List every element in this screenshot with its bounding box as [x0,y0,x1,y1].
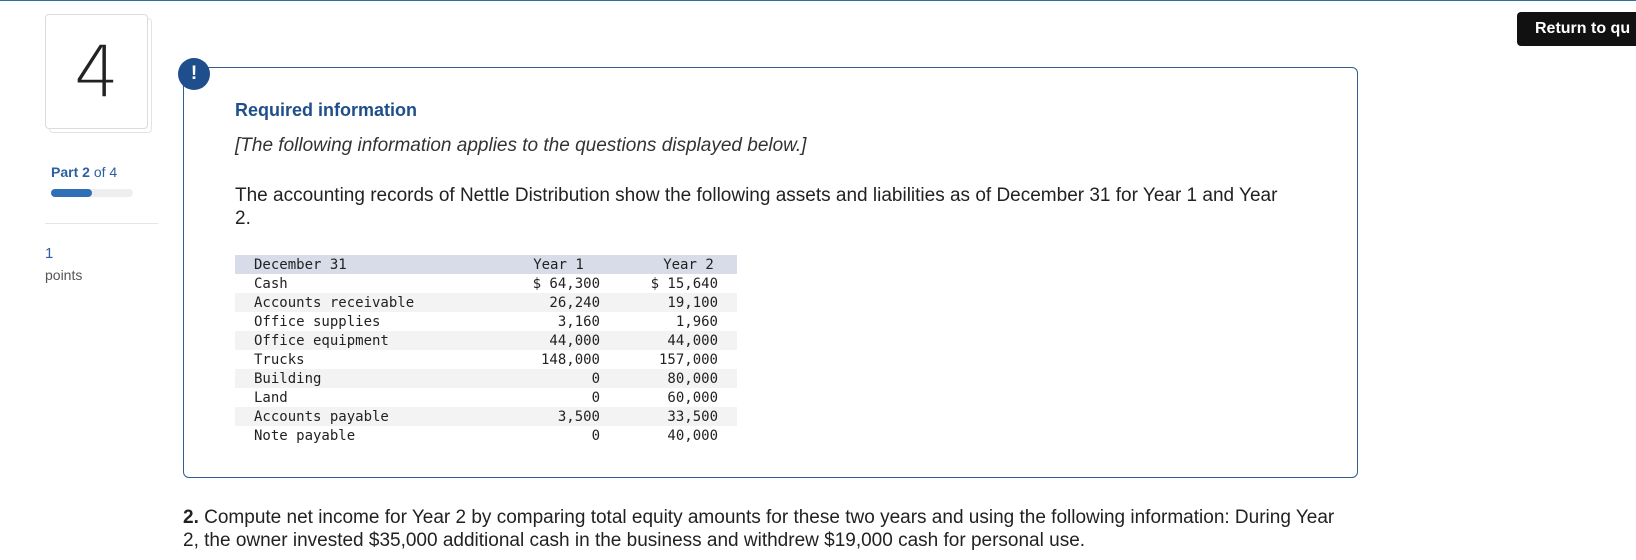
row-label: Trucks [254,351,305,368]
year2-value: 40,000 [667,427,718,444]
table-row [235,369,737,388]
row-label: Office equipment [235,331,487,350]
year2-value: 1,960 [675,313,718,330]
part-current: 2 [82,164,90,180]
part-progress-bar [51,189,133,197]
table-header-row [235,255,737,274]
points-value: 1 [45,245,54,262]
question-number: 4 [74,30,119,113]
year2-value: 44,000 [600,331,737,350]
balance-data-table [235,255,737,445]
table-row [235,350,737,369]
year1-value: 26,240 [487,293,600,312]
row-label: Accounts receivable [235,293,487,312]
return-to-question-button[interactable]: Return to qu [1517,12,1636,46]
row-label: Accounts payable [235,407,487,426]
part-total: of 4 [93,164,118,180]
row-label: Office supplies [254,313,381,330]
question-prompt [183,506,1343,552]
table-row [235,274,737,293]
question-number-card [45,14,148,129]
column-header-date: December 31 [235,255,487,274]
row-label: Cash [254,275,288,292]
year1-value: 3,500 [487,407,600,426]
alert-icon: ! [178,58,210,90]
part-progress-fill [51,189,92,197]
question-text: Compute net income for Year 2 by comparing total equity amounts for these two years and using the following information: During Year 2, the owner invested $35,000 additional cash in the business and withdrew $19,000 cash for personal use. [183,507,1335,551]
row-label: Note payable [254,427,356,444]
year2-value: 19,100 [600,293,737,312]
year1-value: 0 [487,369,600,388]
table-row [235,331,737,350]
column-header-year2: Year 2 [600,255,737,274]
points-label: points [45,267,83,283]
top-border [0,0,1636,1]
column-header-year1: Year 1 [487,255,600,274]
table-row [235,426,737,445]
part-label: Part [51,164,79,180]
table-row [235,293,737,312]
year1-value: 0 [591,389,600,406]
part-indicator [51,164,117,180]
year2-value: 60,000 [667,389,718,406]
year2-value: 33,500 [600,407,737,426]
year1-value: 148,000 [540,351,600,368]
year2-value: 157,000 [658,351,718,368]
sidebar-divider [45,223,158,224]
table-row [235,407,737,426]
row-label: Building [235,369,487,388]
year2-value: 80,000 [600,369,737,388]
question-part-number: 2. [183,507,199,528]
year2-value: $ 15,640 [650,275,718,292]
required-info-description: The accounting records of Nettle Distribution show the following assets and liabilities as of December 31 for Year 1 and Year 2. [235,185,1278,229]
required-info-subtitle: [The following information applies to the questions displayed below.] [235,135,807,156]
year1-value: 3,160 [557,313,600,330]
year1-value: 44,000 [487,331,600,350]
year1-value: 0 [591,427,600,444]
required-info-title: Required information [235,100,418,120]
table-row [235,388,737,407]
row-label: Land [254,389,288,406]
table-row [235,312,737,331]
year1-value: $ 64,300 [532,275,600,292]
